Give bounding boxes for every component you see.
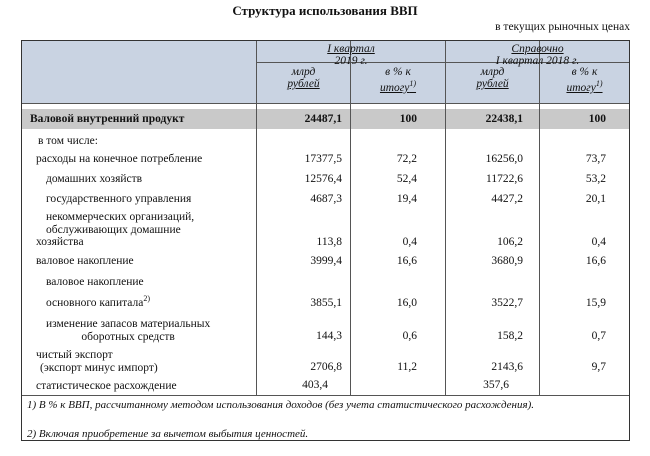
cell-value: 72,2 <box>396 153 417 165</box>
cell-value: 16,0 <box>396 297 417 309</box>
row-label-net-export: чистый экспорт (экспорт минус импорт) <box>36 349 158 374</box>
row-label-statistical-discrepancy: статистическое расхождение <box>36 380 177 392</box>
cell-value: 3680,9 <box>491 255 523 267</box>
cell-value: 19,4 <box>396 193 417 205</box>
table-title: Структура использования ВВП <box>232 3 418 18</box>
col-bln-2018: млрд рублей <box>476 66 509 90</box>
header-bottom-line <box>22 103 629 104</box>
units-note: в текущих рыночных ценах <box>495 21 630 33</box>
cell-value: 0,7 <box>591 330 606 342</box>
cell-value: 4427,2 <box>491 193 523 205</box>
cell-value: 24487,1 <box>304 113 342 125</box>
cell-value: 52,4 <box>396 173 417 185</box>
cell-value: 20,1 <box>585 193 606 205</box>
cell-value: 17377,5 <box>304 153 342 165</box>
cell-value: 0,4 <box>402 236 417 248</box>
row-label-npish: некоммерческих организаций, обслуживающих домашние хозяйства <box>36 211 195 248</box>
col-divider <box>256 41 257 395</box>
col-bln-2019: млрд рублей <box>287 66 320 90</box>
col-pct-2019: в % к итогу$^{1)}$ <box>379 66 417 94</box>
notes-divider <box>22 395 629 396</box>
cell-value: 2143,6 <box>491 361 523 373</box>
cell-value: 357,6 <box>483 379 509 391</box>
row-label-gdp: Валовой внутренний продукт <box>30 113 185 125</box>
cell-value: 9,7 <box>591 361 606 373</box>
cell-value: 0,6 <box>402 330 417 342</box>
row-label-government: государственного управления <box>46 193 192 205</box>
row-label-households: домашних хозяйств <box>46 173 143 185</box>
cell-value: 12576,4 <box>304 173 342 185</box>
row-label-gross-accumulation: валовое накопление <box>36 255 134 267</box>
cell-value: 16256,0 <box>485 153 523 165</box>
col-pct-2018: в % к итогу$^{1)}$ <box>566 66 603 94</box>
cell-value: 158,2 <box>497 330 523 342</box>
cell-value: 144,3 <box>316 330 342 342</box>
cell-value: 2706,8 <box>310 361 342 373</box>
cell-value: 403,4 <box>302 379 328 391</box>
row-label-including: в том числе: <box>38 135 98 147</box>
row-label-fixed-capital: валовое накопление основного капитала$^{2)}$ <box>46 276 150 309</box>
cell-value: 3855,1 <box>310 297 342 309</box>
period-2019-header: I квартал 2019 г. <box>327 43 375 67</box>
row-label-inventories: изменение запасов материальных оборотных средств <box>46 318 211 343</box>
cell-value: 22438,1 <box>485 113 523 125</box>
footnote-1: 1) В % к ВВП, рассчитанному методом использования доходов (без учета статистического расхождения). <box>27 399 535 411</box>
cell-value: 4687,3 <box>310 193 342 205</box>
cell-value: 3522,7 <box>491 297 523 309</box>
col-divider <box>539 41 540 395</box>
cell-value: 15,9 <box>585 297 606 309</box>
cell-value: 53,2 <box>585 173 606 185</box>
cell-value: 11,2 <box>397 361 417 373</box>
cell-value: 0,4 <box>591 236 606 248</box>
col-divider <box>350 41 351 395</box>
cell-value: 3999,4 <box>310 255 342 267</box>
cell-value: 11722,6 <box>486 173 523 185</box>
cell-value: 16,6 <box>396 255 417 267</box>
cell-value: 106,2 <box>497 236 523 248</box>
row-label-final-consumption: расходы на конечное потребление <box>36 153 203 165</box>
col-divider <box>445 41 446 395</box>
cell-value: 113,8 <box>316 236 342 248</box>
cell-value: 16,6 <box>585 255 606 267</box>
cell-value: 73,7 <box>585 153 606 165</box>
reference-header: Справочно I квартал 2018 г. <box>495 43 580 67</box>
footnote-2: 2) Включая приобретение за вычетом выбытия ценностей. <box>27 428 309 440</box>
cell-value: 100 <box>399 113 417 125</box>
cell-value: 100 <box>588 113 606 125</box>
